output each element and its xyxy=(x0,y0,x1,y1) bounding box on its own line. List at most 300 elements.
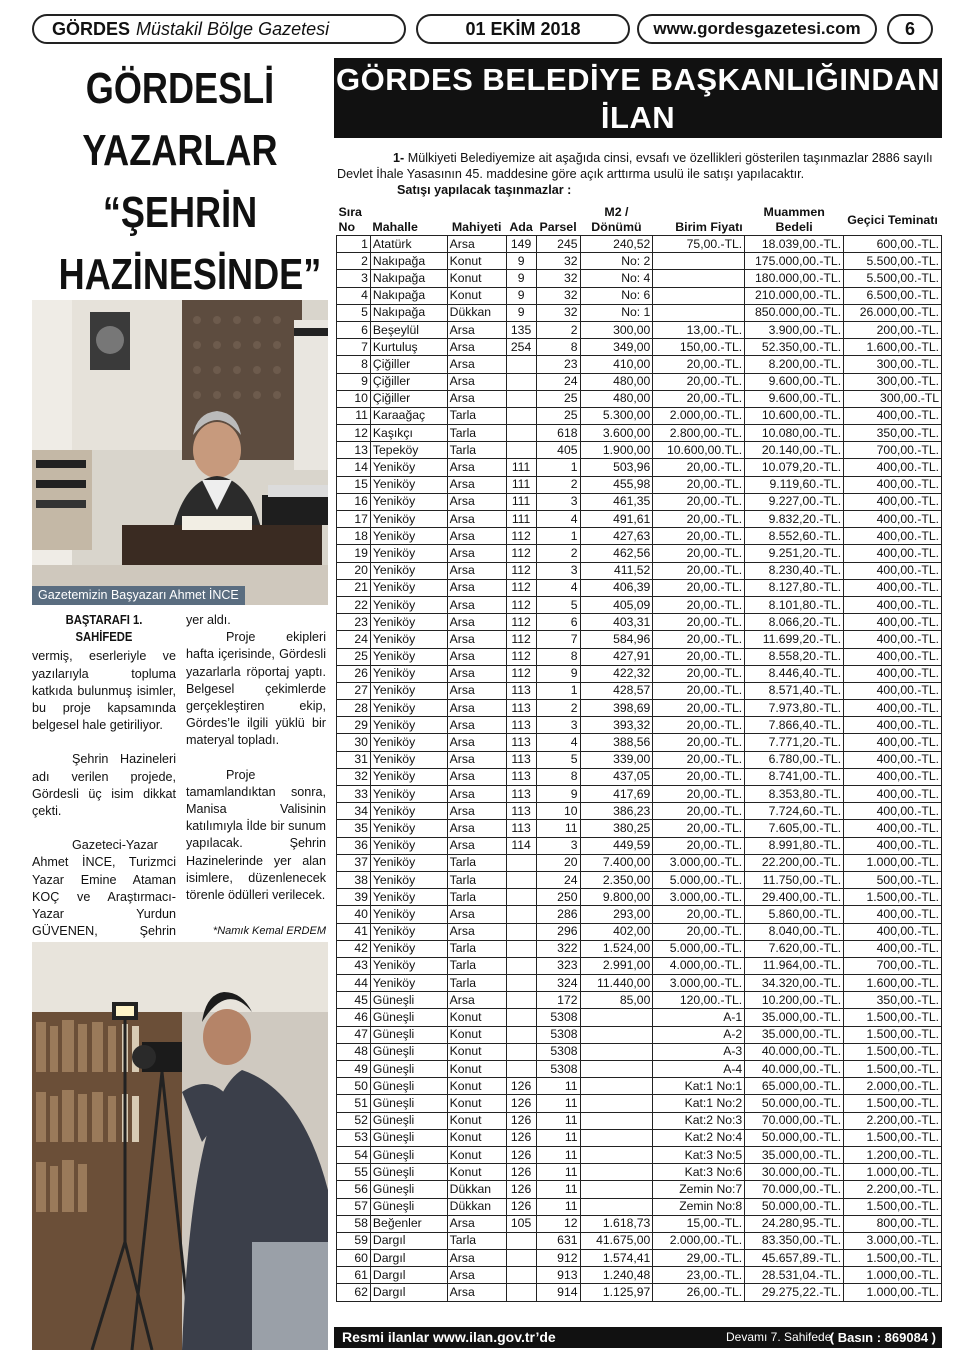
table-cell: Güneşli xyxy=(370,1095,447,1112)
table-cell: Arsa xyxy=(447,768,506,785)
table-cell: 126 xyxy=(506,1112,536,1129)
table-cell: Arsa xyxy=(447,356,506,373)
table-cell: 1.500,00.-TL. xyxy=(844,1250,942,1267)
table-row xyxy=(337,975,942,992)
table-row xyxy=(337,1146,942,1163)
table-cell: 7.771,20.-TL. xyxy=(745,734,844,751)
table-cell: 300,00 xyxy=(580,321,653,338)
table-row xyxy=(337,734,942,751)
table-cell: 400,00.-TL. xyxy=(844,528,942,545)
table-row xyxy=(337,304,942,321)
table-row xyxy=(337,614,942,631)
table-cell: 1.000,00.-TL. xyxy=(844,1164,942,1181)
table-cell: Kat:3 No:6 xyxy=(653,1164,745,1181)
table-cell: 20,00.-TL. xyxy=(653,923,745,940)
table-cell: Beğenler xyxy=(370,1215,447,1232)
table-cell: 400,00.-TL. xyxy=(844,596,942,613)
table-cell: 44 xyxy=(337,975,371,992)
table-cell: Arsa xyxy=(447,786,506,803)
author-photo xyxy=(32,300,328,605)
table-cell: 400,00.-TL. xyxy=(844,940,942,957)
table-cell: 3 xyxy=(536,493,580,510)
table-cell: A-2 xyxy=(653,1026,745,1043)
col-header-ada: Ada xyxy=(506,205,536,236)
table-cell: 46 xyxy=(337,1009,371,1026)
table-cell: 126 xyxy=(506,1181,536,1198)
table-cell: Arsa xyxy=(447,1215,506,1232)
table-row xyxy=(337,751,942,768)
table-cell: 427,91 xyxy=(580,648,653,665)
table-cell: Dargıl xyxy=(370,1250,447,1267)
table-cell: Güneşli xyxy=(370,1146,447,1163)
col-header-muammen: Muammen Bedeli xyxy=(745,205,844,236)
table-cell: 5308 xyxy=(536,1043,580,1060)
table-cell: Dükkan xyxy=(447,1198,506,1215)
table-cell: 3 xyxy=(536,837,580,854)
table-cell: 2.000,00.-TL. xyxy=(653,1232,745,1249)
intro-text: Mülkiyeti Belediyemize ait aşağıda cinsi, evsafı ve özellikleri gösterilen taşınmazlar 2886 sayılı Devlet İhale Yasasının 45. maddesine göre açık arttırma usulü ile satışı yapılacaktır. xyxy=(337,151,933,181)
table-cell: 1.500,00.-TL. xyxy=(844,889,942,906)
table-cell: 406,39 xyxy=(580,579,653,596)
table-cell: 210.000,00.-TL. xyxy=(745,287,844,304)
table-cell: Arsa xyxy=(447,648,506,665)
table-cell: No: 4 xyxy=(580,270,653,287)
table-cell: 300,00.-TL. xyxy=(844,356,942,373)
table-cell: Kurtuluş xyxy=(370,339,447,356)
paragraph: vermiş, eserleriyle ve yazılarıyla topluma katkıda bulunmuş isimler, bu proje kapsamında belgesel hale getiriliyor. xyxy=(32,649,176,733)
table-cell: Konut xyxy=(447,1043,506,1060)
table-row xyxy=(337,339,942,356)
table-row xyxy=(337,648,942,665)
col-header-no: Sıra No xyxy=(337,205,371,236)
table-cell: 20,00.-TL. xyxy=(653,682,745,699)
table-cell: 386,23 xyxy=(580,803,653,820)
table-row xyxy=(337,871,942,888)
table-cell: No: 6 xyxy=(580,287,653,304)
table-cell: 113 xyxy=(506,717,536,734)
table-cell: 1.524,00 xyxy=(580,940,653,957)
table-cell: 38 xyxy=(337,871,371,888)
notice-title: GÖRDES BELEDİYE BAŞKANLIĞINDAN İLAN xyxy=(334,58,942,138)
table-cell: Dargıl xyxy=(370,1267,447,1284)
table-cell xyxy=(506,957,536,974)
table-cell xyxy=(506,1061,536,1078)
table-cell: 111 xyxy=(506,476,536,493)
table-cell: 32 xyxy=(536,287,580,304)
table-cell: 7.973,80.-TL. xyxy=(745,700,844,717)
table-cell: 618 xyxy=(536,425,580,442)
table-cell: 53 xyxy=(337,1129,371,1146)
table-cell: 400,00.-TL. xyxy=(844,906,942,923)
table-cell xyxy=(580,1181,653,1198)
table-cell: 113 xyxy=(506,786,536,803)
table-cell: 4.000,00.-TL. xyxy=(653,957,745,974)
table-cell: 4 xyxy=(536,734,580,751)
table-cell: 9 xyxy=(506,270,536,287)
table-cell: Güneşli xyxy=(370,1009,447,1026)
table-cell: Arsa xyxy=(447,803,506,820)
website-url[interactable]: www.gordesgazetesi.com xyxy=(637,14,877,44)
table-cell: 3.600,00 xyxy=(580,425,653,442)
table-cell: 58 xyxy=(337,1215,371,1232)
table-cell: 59 xyxy=(337,1232,371,1249)
table-cell: 11 xyxy=(536,1146,580,1163)
table-row xyxy=(337,356,942,373)
col-header-m2: M2 / Dönümü xyxy=(580,205,653,236)
table-cell: 8.558,20.-TL. xyxy=(745,648,844,665)
table-cell: 11 xyxy=(536,1198,580,1215)
table-row xyxy=(337,459,942,476)
table-cell: Arsa xyxy=(447,751,506,768)
table-row xyxy=(337,1095,942,1112)
table-cell: Yeniköy xyxy=(370,803,447,820)
paragraph: Şehrin Hazineleri adı verilen projede, Gördesli üç isim dikkat çekti. xyxy=(32,752,176,819)
table-cell: Nakıpağa xyxy=(370,253,447,270)
table-cell xyxy=(506,854,536,871)
table-cell: 2 xyxy=(536,545,580,562)
table-cell: 1.500,00.-TL. xyxy=(844,1198,942,1215)
table-cell: 240,52 xyxy=(580,236,653,253)
table-cell: 5 xyxy=(337,304,371,321)
table-cell: 20,00.-TL. xyxy=(653,751,745,768)
table-cell: 20,00.-TL. xyxy=(653,579,745,596)
table-cell: 300,00.-TL xyxy=(844,390,942,407)
table-row xyxy=(337,1267,942,1284)
table-cell: 11 xyxy=(337,407,371,424)
table-cell: 20,00.-TL. xyxy=(653,459,745,476)
table-cell xyxy=(580,1146,653,1163)
intro-number: 1- xyxy=(393,151,405,165)
table-cell: 7 xyxy=(337,339,371,356)
table-cell: Güneşli xyxy=(370,1061,447,1078)
table-cell: 6 xyxy=(337,321,371,338)
table-cell xyxy=(580,1164,653,1181)
table-cell: Yeniköy xyxy=(370,631,447,648)
table-cell: Arsa xyxy=(447,1284,506,1301)
table-row xyxy=(337,631,942,648)
table-cell: 491,61 xyxy=(580,511,653,528)
table-cell: 75,00.-TL. xyxy=(653,236,745,253)
table-cell: 26.000,00.-TL. xyxy=(844,304,942,321)
table-cell: 500,00.-TL. xyxy=(844,871,942,888)
table-row xyxy=(337,889,942,906)
table-cell: 380,25 xyxy=(580,820,653,837)
table-cell: Konut xyxy=(447,1164,506,1181)
table-cell: 8 xyxy=(337,356,371,373)
table-cell: 1.000,00.-TL. xyxy=(844,1267,942,1284)
table-cell: 349,00 xyxy=(580,339,653,356)
footer-ilan-link[interactable]: Resmi ilanlar www.ilan.gov.tr’de xyxy=(342,1329,556,1345)
table-cell: Arsa xyxy=(447,373,506,390)
table-row xyxy=(337,511,942,528)
table-cell: 43 xyxy=(337,957,371,974)
table-cell xyxy=(580,1112,653,1129)
table-cell: 2.991,00 xyxy=(580,957,653,974)
table-cell: 39 xyxy=(337,889,371,906)
table-cell: 135 xyxy=(506,321,536,338)
table-cell: 400,00.-TL. xyxy=(844,631,942,648)
table-cell: 40.000,00.-TL. xyxy=(745,1061,844,1078)
table-row xyxy=(337,1043,942,1060)
table-cell: 3.000,00.-TL. xyxy=(653,889,745,906)
table-row xyxy=(337,1061,942,1078)
page-number: 6 xyxy=(887,14,933,44)
table-row xyxy=(337,579,942,596)
table-cell: Arsa xyxy=(447,476,506,493)
table-cell: A-3 xyxy=(653,1043,745,1060)
table-cell: 8.200,00.-TL. xyxy=(745,356,844,373)
table-cell: 60 xyxy=(337,1250,371,1267)
table-cell xyxy=(506,373,536,390)
table-cell xyxy=(580,1043,653,1060)
table-cell: Kaşıkçı xyxy=(370,425,447,442)
table-row xyxy=(337,940,942,957)
table-cell: 9.600,00.-TL. xyxy=(745,390,844,407)
table-cell: 10.600,00.-TL. xyxy=(745,407,844,424)
table-cell: 18.039,00.-TL. xyxy=(745,236,844,253)
table-cell: 10.600,00.TL. xyxy=(653,442,745,459)
table-cell: 20,00.-TL. xyxy=(653,562,745,579)
table-cell: 8.991,80.-TL. xyxy=(745,837,844,854)
table-cell: 3.000,00.-TL. xyxy=(653,854,745,871)
table-cell: Yeniköy xyxy=(370,854,447,871)
table-cell: Güneşli xyxy=(370,1181,447,1198)
table-cell: 402,00 xyxy=(580,923,653,940)
table-cell: 2 xyxy=(536,476,580,493)
table-cell: 800,00.-TL. xyxy=(844,1215,942,1232)
table-cell: Yeniköy xyxy=(370,459,447,476)
table-cell: 200,00.-TL. xyxy=(844,321,942,338)
table-cell: Yeniköy xyxy=(370,837,447,854)
table-cell: 10.200,00.-TL. xyxy=(745,992,844,1009)
table-cell: Güneşli xyxy=(370,1164,447,1181)
table-cell: Yeniköy xyxy=(370,957,447,974)
table-cell: 1 xyxy=(536,528,580,545)
table-cell: 9 xyxy=(506,304,536,321)
table-cell: 20,00.-TL. xyxy=(653,803,745,820)
table-cell: 25 xyxy=(337,648,371,665)
table-cell: 700,00.-TL. xyxy=(844,442,942,459)
table-cell: 28.531,04.-TL. xyxy=(745,1267,844,1284)
table-cell xyxy=(506,407,536,424)
table-cell: 398,69 xyxy=(580,700,653,717)
table-cell: 405,09 xyxy=(580,596,653,613)
table-cell: Yeniköy xyxy=(370,889,447,906)
table-cell: 20,00.-TL. xyxy=(653,717,745,734)
table-cell: 10 xyxy=(337,390,371,407)
table-cell: 21 xyxy=(337,579,371,596)
table-cell: 29.400,00.-TL. xyxy=(745,889,844,906)
table-cell: 11.750,00.-TL. xyxy=(745,871,844,888)
table-cell: Kat:2 No:4 xyxy=(653,1129,745,1146)
table-cell: Arsa xyxy=(447,528,506,545)
table-cell: 10 xyxy=(536,803,580,820)
table-cell: 3 xyxy=(337,270,371,287)
table-cell: 20,00.-TL. xyxy=(653,614,745,631)
table-cell: 19 xyxy=(337,545,371,562)
table-cell: Kat:1 No:2 xyxy=(653,1095,745,1112)
table-cell: 2 xyxy=(337,253,371,270)
table-cell: Dükkan xyxy=(447,304,506,321)
table-cell: 33 xyxy=(337,786,371,803)
table-cell: 112 xyxy=(506,562,536,579)
table-cell: 26,00.-TL. xyxy=(653,1284,745,1301)
table-cell: 32 xyxy=(536,270,580,287)
table-cell xyxy=(506,1250,536,1267)
table-cell: 175.000,00.-TL. xyxy=(745,253,844,270)
table-cell: 427,63 xyxy=(580,528,653,545)
table-cell: 400,00.-TL. xyxy=(844,768,942,785)
table-cell: 4 xyxy=(536,579,580,596)
table-cell: Güneşli xyxy=(370,1112,447,1129)
footer-press-code: ( Basın : 869084 ) xyxy=(829,1330,936,1345)
table-cell: 300,00.-TL. xyxy=(844,373,942,390)
table-cell xyxy=(653,253,745,270)
table-cell xyxy=(506,923,536,940)
table-row xyxy=(337,1215,942,1232)
table-cell: 400,00.-TL. xyxy=(844,579,942,596)
table-cell: 393,32 xyxy=(580,717,653,734)
table-cell: 350,00.-TL. xyxy=(844,992,942,1009)
table-cell: 7.605,00.-TL. xyxy=(745,820,844,837)
table-cell: 1.500,00.-TL. xyxy=(844,1095,942,1112)
table-cell: 1.500,00.-TL. xyxy=(844,1043,942,1060)
table-cell: 5.000,00.-TL. xyxy=(653,871,745,888)
table-cell: 9 xyxy=(536,786,580,803)
table-row xyxy=(337,407,942,424)
table-cell: Yeniköy xyxy=(370,940,447,957)
table-cell: 112 xyxy=(506,631,536,648)
table-cell: Yeniköy xyxy=(370,734,447,751)
table-cell: 23 xyxy=(337,614,371,631)
table-cell: Yeniköy xyxy=(370,648,447,665)
table-cell: 20,00.-TL. xyxy=(653,665,745,682)
table-row xyxy=(337,1250,942,1267)
table-cell: 400,00.-TL. xyxy=(844,665,942,682)
table-cell: Tarla xyxy=(447,425,506,442)
table-cell: 30 xyxy=(337,734,371,751)
table-cell: 5308 xyxy=(536,1009,580,1026)
table-cell: 20,00.-TL. xyxy=(653,734,745,751)
table-row xyxy=(337,837,942,854)
table-cell: 24 xyxy=(337,631,371,648)
table-cell: 49 xyxy=(337,1061,371,1078)
table-cell: 20,00.-TL. xyxy=(653,631,745,648)
table-cell: 250 xyxy=(536,889,580,906)
table-cell xyxy=(506,889,536,906)
table-cell: 20 xyxy=(536,854,580,871)
author-signature: *Namık Kemal ERDEM xyxy=(212,925,326,937)
table-cell: 32 xyxy=(536,304,580,321)
table-cell: 3.900,00.-TL. xyxy=(745,321,844,338)
table-cell: 29.275,22.-TL. xyxy=(745,1284,844,1301)
table-cell: 55 xyxy=(337,1164,371,1181)
table-cell: Kat:1 No:1 xyxy=(653,1078,745,1095)
table-cell: 120,00.-TL. xyxy=(653,992,745,1009)
table-cell: 11 xyxy=(536,820,580,837)
table-cell: 245 xyxy=(536,236,580,253)
table-row xyxy=(337,803,942,820)
table-cell: 1.240,48 xyxy=(580,1267,653,1284)
table-cell: Güneşli xyxy=(370,1198,447,1215)
table-cell: 11 xyxy=(536,1078,580,1095)
table-cell: 400,00.-TL. xyxy=(844,476,942,493)
table-cell: 254 xyxy=(506,339,536,356)
table-cell xyxy=(580,1061,653,1078)
table-cell: 112 xyxy=(506,665,536,682)
table-cell: 9.251,20.-TL. xyxy=(745,545,844,562)
table-cell: 126 xyxy=(506,1146,536,1163)
table-cell: 5.000,00.-TL. xyxy=(653,940,745,957)
table-cell: 400,00.-TL. xyxy=(844,803,942,820)
table-cell: Tarla xyxy=(447,1232,506,1249)
table-row xyxy=(337,270,942,287)
table-cell: 28 xyxy=(337,700,371,717)
table-cell: Konut xyxy=(447,1095,506,1112)
table-cell: No: 1 xyxy=(580,304,653,321)
table-cell: 113 xyxy=(506,734,536,751)
table-cell: 912 xyxy=(536,1250,580,1267)
table-cell: 114 xyxy=(506,837,536,854)
table-row xyxy=(337,493,942,510)
table-cell: 112 xyxy=(506,579,536,596)
table-cell: 400,00.-TL. xyxy=(844,682,942,699)
table-cell: Beşeylül xyxy=(370,321,447,338)
table-cell: Yeniköy xyxy=(370,528,447,545)
table-cell: 54 xyxy=(337,1146,371,1163)
table-cell: 113 xyxy=(506,751,536,768)
table-cell: 400,00.-TL. xyxy=(844,562,942,579)
table-cell: Nakıpağa xyxy=(370,270,447,287)
table-cell: 8.101,80.-TL. xyxy=(745,596,844,613)
table-cell: 1.500,00.-TL. xyxy=(844,1026,942,1043)
table-cell: 20,00.-TL. xyxy=(653,596,745,613)
footer-continued: Devamı 7. Sahifede xyxy=(726,1330,832,1344)
table-cell: 339,00 xyxy=(580,751,653,768)
table-cell: 9.832,20.-TL. xyxy=(745,511,844,528)
table-cell: 47 xyxy=(337,1026,371,1043)
table-row xyxy=(337,236,942,253)
table-row xyxy=(337,562,942,579)
table-cell: A-1 xyxy=(653,1009,745,1026)
table-cell: 9.600,00.-TL. xyxy=(745,373,844,390)
table-cell: 5 xyxy=(536,596,580,613)
table-cell: 700,00.-TL. xyxy=(844,957,942,974)
table-cell: 5.300,00 xyxy=(580,407,653,424)
table-cell: Yeniköy xyxy=(370,614,447,631)
table-cell: 9.800,00 xyxy=(580,889,653,906)
table-cell: 400,00.-TL. xyxy=(844,923,942,940)
table-cell: 293,00 xyxy=(580,906,653,923)
table-cell: 1.000,00.-TL. xyxy=(844,1284,942,1301)
table-cell: Arsa xyxy=(447,992,506,1009)
table-cell: 37 xyxy=(337,854,371,871)
table-cell: 24.280,95.-TL. xyxy=(745,1215,844,1232)
table-cell: 27 xyxy=(337,682,371,699)
table-cell: 8.127,80.-TL. xyxy=(745,579,844,596)
table-cell: Tarla xyxy=(447,957,506,974)
masthead-name: GÖRDES Müstakil Bölge Gazetesi xyxy=(32,14,406,44)
table-row xyxy=(337,717,942,734)
table-cell: Yeniköy xyxy=(370,751,447,768)
table-cell: 112 xyxy=(506,545,536,562)
table-cell: 34.320,00.-TL. xyxy=(745,975,844,992)
table-cell: 5308 xyxy=(536,1061,580,1078)
table-cell: 31 xyxy=(337,751,371,768)
table-cell: 12 xyxy=(337,425,371,442)
table-cell: 20,00.-TL. xyxy=(653,786,745,803)
table-row xyxy=(337,390,942,407)
